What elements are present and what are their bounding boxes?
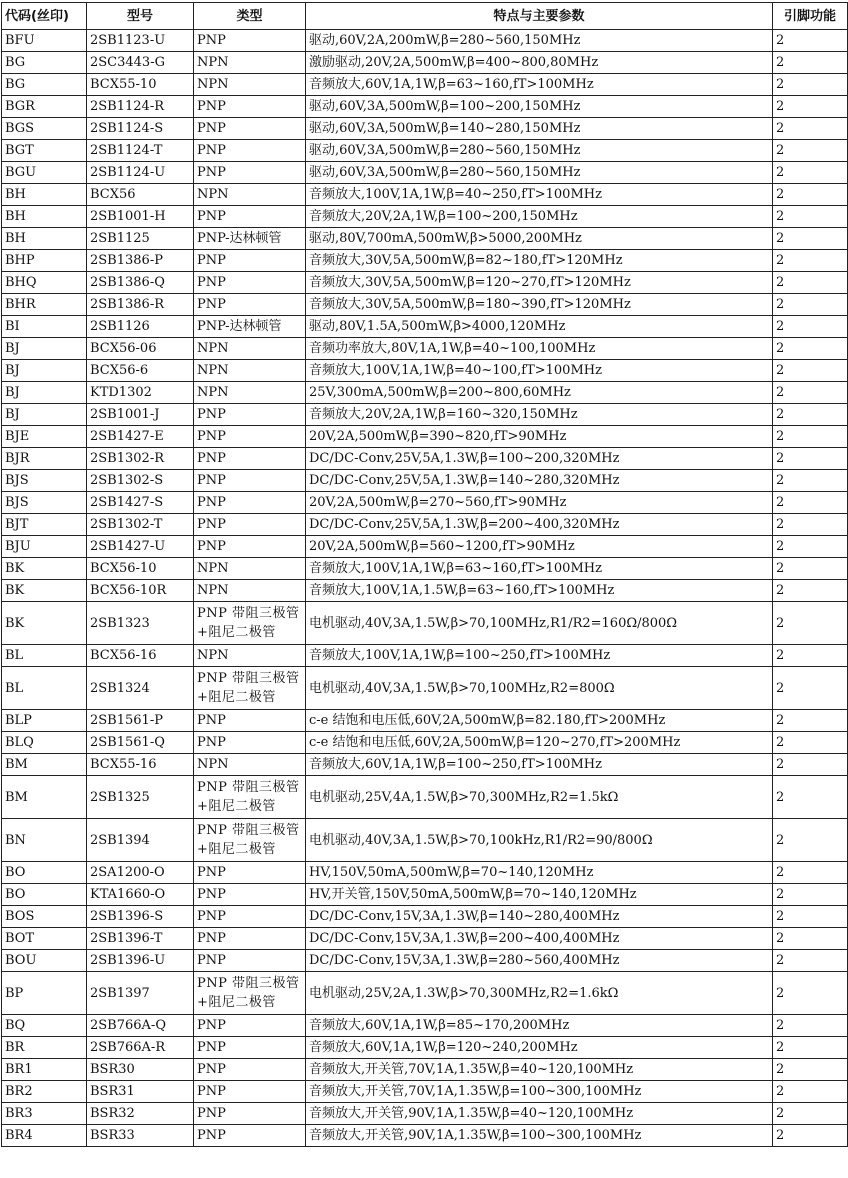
cell-code: BK bbox=[2, 580, 87, 602]
cell-type: PNP bbox=[194, 732, 306, 754]
cell-pin: 2 bbox=[773, 52, 848, 74]
cell-type: NPN bbox=[194, 338, 306, 360]
cell-type: PNP bbox=[194, 950, 306, 972]
cell-code: BG bbox=[2, 52, 87, 74]
cell-model: BCX55-10 bbox=[87, 74, 194, 96]
cell-code: BJ bbox=[2, 338, 87, 360]
cell-params: 音频放大,开关管,70V,1A,1.35W,β=40~120,100MHz bbox=[306, 1059, 773, 1081]
cell-model: 2SB1302-R bbox=[87, 448, 194, 470]
cell-code: BGR bbox=[2, 96, 87, 118]
cell-model: 2SB1397 bbox=[87, 972, 194, 1015]
cell-params: DC/DC-Conv,15V,3A,1.3W,β=280~560,400MHz bbox=[306, 950, 773, 972]
cell-params: 音频放大,开关管,90V,1A,1.35W,β=100~300,100MHz bbox=[306, 1125, 773, 1147]
cell-model: 2SB1123-U bbox=[87, 30, 194, 52]
cell-pin: 2 bbox=[773, 819, 848, 862]
cell-params: 驱动,60V,3A,500mW,β=280~560,150MHz bbox=[306, 140, 773, 162]
cell-pin: 2 bbox=[773, 862, 848, 884]
cell-model: 2SB1396-S bbox=[87, 906, 194, 928]
cell-model: 2SB1325 bbox=[87, 776, 194, 819]
cell-params: 音频放大,60V,1A,1W,β=85~170,200MHz bbox=[306, 1015, 773, 1037]
cell-pin: 2 bbox=[773, 667, 848, 710]
cell-params: 音频放大,30V,5A,500mW,β=120~270,fT>120MHz bbox=[306, 272, 773, 294]
cell-model: KTD1302 bbox=[87, 382, 194, 404]
cell-code: BH bbox=[2, 184, 87, 206]
cell-pin: 2 bbox=[773, 536, 848, 558]
cell-model: 2SB1125 bbox=[87, 228, 194, 250]
cell-code: BJR bbox=[2, 448, 87, 470]
cell-type: PNP bbox=[194, 1103, 306, 1125]
cell-type: PNP bbox=[194, 492, 306, 514]
cell-model: 2SB1386-Q bbox=[87, 272, 194, 294]
cell-params: 驱动,60V,3A,500mW,β=100~200,150MHz bbox=[306, 96, 773, 118]
cell-code: BGT bbox=[2, 140, 87, 162]
cell-code: BJ bbox=[2, 360, 87, 382]
cell-params: 音频放大,100V,1A,1W,β=40~100,fT>100MHz bbox=[306, 360, 773, 382]
cell-pin: 2 bbox=[773, 96, 848, 118]
cell-model: 2SB1124-R bbox=[87, 96, 194, 118]
cell-params: 20V,2A,500mW,β=390~820,fT>90MHz bbox=[306, 426, 773, 448]
table-row bbox=[2, 1125, 848, 1147]
table-row bbox=[2, 96, 848, 118]
table-row bbox=[2, 448, 848, 470]
table-row bbox=[2, 558, 848, 580]
cell-type: NPN bbox=[194, 382, 306, 404]
table-row bbox=[2, 426, 848, 448]
cell-type: PNP bbox=[194, 404, 306, 426]
cell-code: BGU bbox=[2, 162, 87, 184]
cell-code: BOT bbox=[2, 928, 87, 950]
cell-pin: 2 bbox=[773, 1103, 848, 1125]
cell-type: NPN bbox=[194, 645, 306, 667]
cell-params: 驱动,80V,700mA,500mW,β>5000,200MHz bbox=[306, 228, 773, 250]
cell-type: PNP bbox=[194, 294, 306, 316]
cell-type: NPN bbox=[194, 52, 306, 74]
cell-model: 2SB1126 bbox=[87, 316, 194, 338]
cell-type: PNP bbox=[194, 1015, 306, 1037]
cell-type: PNP bbox=[194, 536, 306, 558]
cell-code: BP bbox=[2, 972, 87, 1015]
table-row bbox=[2, 884, 848, 906]
cell-params: 驱动,60V,3A,500mW,β=140~280,150MHz bbox=[306, 118, 773, 140]
cell-model: 2SA1200-O bbox=[87, 862, 194, 884]
cell-params: 电机驱动,40V,3A,1.5W,β>70,100MHz,R1/R2=160Ω/800Ω bbox=[306, 602, 773, 645]
cell-params: 电机驱动,40V,3A,1.5W,β>70,100MHz,R2=800Ω bbox=[306, 667, 773, 710]
cell-model: 2SB1001-H bbox=[87, 206, 194, 228]
cell-code: BOU bbox=[2, 950, 87, 972]
cell-pin: 2 bbox=[773, 580, 848, 602]
cell-type: PNP 带阻三极管+阻尼二极管 bbox=[194, 819, 306, 862]
cell-model: BCX56-16 bbox=[87, 645, 194, 667]
cell-code: BJE bbox=[2, 426, 87, 448]
cell-params: DC/DC-Conv,15V,3A,1.3W,β=200~400,400MHz bbox=[306, 928, 773, 950]
cell-params: DC/DC-Conv,25V,5A,1.3W,β=200~400,320MHz bbox=[306, 514, 773, 536]
cell-params: 音频放大,60V,1A,1W,β=100~250,fT>100MHz bbox=[306, 754, 773, 776]
table-row bbox=[2, 950, 848, 972]
cell-code: BR2 bbox=[2, 1081, 87, 1103]
cell-params: 电机驱动,40V,3A,1.5W,β>70,100kHz,R1/R2=90/800Ω bbox=[306, 819, 773, 862]
cell-params: DC/DC-Conv,15V,3A,1.3W,β=140~280,400MHz bbox=[306, 906, 773, 928]
cell-pin: 2 bbox=[773, 184, 848, 206]
cell-code: BN bbox=[2, 819, 87, 862]
cell-params: DC/DC-Conv,25V,5A,1.3W,β=140~280,320MHz bbox=[306, 470, 773, 492]
table-row bbox=[2, 776, 848, 819]
cell-model: 2SB1124-U bbox=[87, 162, 194, 184]
cell-params: 音频放大,开关管,90V,1A,1.35W,β=40~120,100MHz bbox=[306, 1103, 773, 1125]
cell-params: HV,开关管,150V,50mA,500mW,β=70~140,120MHz bbox=[306, 884, 773, 906]
cell-code: BM bbox=[2, 776, 87, 819]
cell-type: PNP 带阻三极管+阻尼二极管 bbox=[194, 776, 306, 819]
cell-pin: 2 bbox=[773, 272, 848, 294]
table-row bbox=[2, 294, 848, 316]
cell-params: 电机驱动,25V,4A,1.5W,β>70,300MHz,R2=1.5kΩ bbox=[306, 776, 773, 819]
cell-params: 音频放大,100V,1A,1.5W,β=63~160,fT>100MHz bbox=[306, 580, 773, 602]
cell-params: 音频放大,开关管,70V,1A,1.35W,β=100~300,100MHz bbox=[306, 1081, 773, 1103]
cell-model: 2SB1324 bbox=[87, 667, 194, 710]
cell-code: BG bbox=[2, 74, 87, 96]
cell-model: 2SB1124-T bbox=[87, 140, 194, 162]
cell-model: 2SB1124-S bbox=[87, 118, 194, 140]
cell-model: 2SB766A-Q bbox=[87, 1015, 194, 1037]
cell-code: BR4 bbox=[2, 1125, 87, 1147]
cell-pin: 2 bbox=[773, 950, 848, 972]
cell-model: BSR32 bbox=[87, 1103, 194, 1125]
cell-code: BJ bbox=[2, 382, 87, 404]
cell-params: 激励驱动,20V,2A,500mW,β=400~800,80MHz bbox=[306, 52, 773, 74]
cell-code: BOS bbox=[2, 906, 87, 928]
cell-model: 2SB766A-R bbox=[87, 1037, 194, 1059]
cell-code: BR3 bbox=[2, 1103, 87, 1125]
table-row bbox=[2, 1037, 848, 1059]
cell-model: KTA1660-O bbox=[87, 884, 194, 906]
cell-params: 音频放大,60V,1A,1W,β=63~160,fT>100MHz bbox=[306, 74, 773, 96]
table-row bbox=[2, 514, 848, 536]
cell-type: NPN bbox=[194, 580, 306, 602]
table-row bbox=[2, 580, 848, 602]
cell-pin: 2 bbox=[773, 382, 848, 404]
cell-pin: 2 bbox=[773, 645, 848, 667]
cell-pin: 2 bbox=[773, 884, 848, 906]
cell-type: PNP bbox=[194, 96, 306, 118]
cell-params: c-e 结饱和电压低,60V,2A,500mW,β=120~270,fT>200MHz bbox=[306, 732, 773, 754]
cell-params: 音频放大,100V,1A,1W,β=100~250,fT>100MHz bbox=[306, 645, 773, 667]
header-code: 代码(丝印) bbox=[2, 3, 87, 30]
cell-code: BM bbox=[2, 754, 87, 776]
cell-pin: 2 bbox=[773, 338, 848, 360]
cell-type: PNP bbox=[194, 162, 306, 184]
transistor-marking-table bbox=[1, 2, 848, 1147]
cell-code: BO bbox=[2, 862, 87, 884]
table-row bbox=[2, 536, 848, 558]
cell-type: PNP bbox=[194, 470, 306, 492]
cell-code: BHQ bbox=[2, 272, 87, 294]
header-model: 型号 bbox=[87, 3, 194, 30]
cell-pin: 2 bbox=[773, 1081, 848, 1103]
cell-params: 20V,2A,500mW,β=560~1200,fT>90MHz bbox=[306, 536, 773, 558]
cell-params: 音频放大,100V,1A,1W,β=40~250,fT>100MHz bbox=[306, 184, 773, 206]
cell-model: 2SB1001-J bbox=[87, 404, 194, 426]
cell-type: PNP bbox=[194, 426, 306, 448]
cell-code: BLP bbox=[2, 710, 87, 732]
cell-model: BCX56-10 bbox=[87, 558, 194, 580]
cell-type: PNP bbox=[194, 206, 306, 228]
cell-pin: 2 bbox=[773, 426, 848, 448]
cell-code: BR bbox=[2, 1037, 87, 1059]
cell-model: 2SB1427-U bbox=[87, 536, 194, 558]
cell-pin: 2 bbox=[773, 776, 848, 819]
cell-pin: 2 bbox=[773, 906, 848, 928]
table-row bbox=[2, 184, 848, 206]
cell-pin: 2 bbox=[773, 514, 848, 536]
cell-model: BCX56-10R bbox=[87, 580, 194, 602]
cell-type: PNP 带阻三极管+阻尼二极管 bbox=[194, 972, 306, 1015]
table-row bbox=[2, 928, 848, 950]
cell-code: BJU bbox=[2, 536, 87, 558]
header-type: 类型 bbox=[194, 3, 306, 30]
cell-pin: 2 bbox=[773, 558, 848, 580]
cell-params: c-e 结饱和电压低,60V,2A,500mW,β=82.180,fT>200MHz bbox=[306, 710, 773, 732]
cell-type: NPN bbox=[194, 184, 306, 206]
cell-code: BJ bbox=[2, 404, 87, 426]
cell-type: PNP bbox=[194, 1125, 306, 1147]
cell-params: 20V,2A,500mW,β=270~560,fT>90MHz bbox=[306, 492, 773, 514]
cell-code: BHR bbox=[2, 294, 87, 316]
cell-pin: 2 bbox=[773, 928, 848, 950]
cell-code: BO bbox=[2, 884, 87, 906]
table-row bbox=[2, 250, 848, 272]
cell-params: 音频功率放大,80V,1A,1W,β=40~100,100MHz bbox=[306, 338, 773, 360]
cell-model: 2SB1386-P bbox=[87, 250, 194, 272]
table-row bbox=[2, 819, 848, 862]
cell-model: 2SB1323 bbox=[87, 602, 194, 645]
cell-type: PNP bbox=[194, 928, 306, 950]
table-row bbox=[2, 492, 848, 514]
cell-pin: 2 bbox=[773, 1037, 848, 1059]
cell-pin: 2 bbox=[773, 140, 848, 162]
cell-model: BSR30 bbox=[87, 1059, 194, 1081]
cell-code: BL bbox=[2, 645, 87, 667]
cell-code: BJT bbox=[2, 514, 87, 536]
cell-model: 2SB1394 bbox=[87, 819, 194, 862]
cell-code: BR1 bbox=[2, 1059, 87, 1081]
cell-model: BCX56 bbox=[87, 184, 194, 206]
cell-pin: 2 bbox=[773, 1059, 848, 1081]
cell-type: PNP bbox=[194, 272, 306, 294]
cell-pin: 2 bbox=[773, 360, 848, 382]
cell-params: 音频放大,100V,1A,1W,β=63~160,fT>100MHz bbox=[306, 558, 773, 580]
table-row bbox=[2, 710, 848, 732]
cell-pin: 2 bbox=[773, 206, 848, 228]
cell-pin: 2 bbox=[773, 710, 848, 732]
cell-type: PNP-达林顿管 bbox=[194, 316, 306, 338]
table-row bbox=[2, 645, 848, 667]
cell-pin: 2 bbox=[773, 470, 848, 492]
cell-pin: 2 bbox=[773, 754, 848, 776]
cell-model: BCX56-06 bbox=[87, 338, 194, 360]
table-row bbox=[2, 140, 848, 162]
cell-model: BCX55-16 bbox=[87, 754, 194, 776]
cell-model: 2SB1302-S bbox=[87, 470, 194, 492]
cell-type: PNP bbox=[194, 1059, 306, 1081]
header-params: 特点与主要参数 bbox=[306, 3, 773, 30]
cell-pin: 2 bbox=[773, 316, 848, 338]
cell-code: BH bbox=[2, 228, 87, 250]
cell-type: PNP bbox=[194, 118, 306, 140]
table-row bbox=[2, 162, 848, 184]
table-row bbox=[2, 272, 848, 294]
cell-model: BSR33 bbox=[87, 1125, 194, 1147]
cell-pin: 2 bbox=[773, 1015, 848, 1037]
cell-code: BHP bbox=[2, 250, 87, 272]
table-row bbox=[2, 316, 848, 338]
cell-model: 2SB1561-Q bbox=[87, 732, 194, 754]
cell-pin: 2 bbox=[773, 118, 848, 140]
cell-type: PNP-达林顿管 bbox=[194, 228, 306, 250]
cell-type: NPN bbox=[194, 360, 306, 382]
cell-code: BFU bbox=[2, 30, 87, 52]
cell-code: BI bbox=[2, 316, 87, 338]
table-row bbox=[2, 862, 848, 884]
cell-pin: 2 bbox=[773, 30, 848, 52]
cell-model: BSR31 bbox=[87, 1081, 194, 1103]
cell-model: 2SC3443-G bbox=[87, 52, 194, 74]
cell-params: HV,150V,50mA,500mW,β=70~140,120MHz bbox=[306, 862, 773, 884]
cell-model: 2SB1427-E bbox=[87, 426, 194, 448]
cell-type: PNP bbox=[194, 1037, 306, 1059]
cell-pin: 2 bbox=[773, 732, 848, 754]
cell-type: PNP 带阻三极管+阻尼二极管 bbox=[194, 602, 306, 645]
cell-pin: 2 bbox=[773, 250, 848, 272]
cell-params: 音频放大,30V,5A,500mW,β=82~180,fT>120MHz bbox=[306, 250, 773, 272]
cell-pin: 2 bbox=[773, 602, 848, 645]
cell-pin: 2 bbox=[773, 972, 848, 1015]
cell-code: BK bbox=[2, 602, 87, 645]
cell-type: NPN bbox=[194, 558, 306, 580]
table-row bbox=[2, 1081, 848, 1103]
cell-params: 驱动,60V,2A,200mW,β=280~560,150MHz bbox=[306, 30, 773, 52]
cell-type: PNP bbox=[194, 448, 306, 470]
table-row bbox=[2, 30, 848, 52]
cell-model: 2SB1386-R bbox=[87, 294, 194, 316]
cell-params: 驱动,80V,1.5A,500mW,β>4000,120MHz bbox=[306, 316, 773, 338]
cell-code: BK bbox=[2, 558, 87, 580]
cell-model: BCX56-6 bbox=[87, 360, 194, 382]
table-row bbox=[2, 404, 848, 426]
table-row bbox=[2, 118, 848, 140]
table-row bbox=[2, 602, 848, 645]
cell-code: BJS bbox=[2, 470, 87, 492]
cell-params: 电机驱动,25V,2A,1.3W,β>70,300MHz,R2=1.6kΩ bbox=[306, 972, 773, 1015]
cell-pin: 2 bbox=[773, 162, 848, 184]
cell-model: 2SB1427-S bbox=[87, 492, 194, 514]
cell-model: 2SB1561-P bbox=[87, 710, 194, 732]
table-row bbox=[2, 228, 848, 250]
cell-params: 音频放大,30V,5A,500mW,β=180~390,fT>120MHz bbox=[306, 294, 773, 316]
table-row bbox=[2, 360, 848, 382]
cell-type: PNP bbox=[194, 906, 306, 928]
cell-type: PNP bbox=[194, 140, 306, 162]
table-row bbox=[2, 1103, 848, 1125]
cell-type: PNP bbox=[194, 514, 306, 536]
cell-params: 音频放大,20V,2A,1W,β=160~320,150MHz bbox=[306, 404, 773, 426]
header-pin: 引脚功能 bbox=[773, 3, 848, 30]
table-row bbox=[2, 382, 848, 404]
cell-code: BLQ bbox=[2, 732, 87, 754]
table-row bbox=[2, 52, 848, 74]
cell-code: BGS bbox=[2, 118, 87, 140]
table-row bbox=[2, 470, 848, 492]
table-row bbox=[2, 206, 848, 228]
table-row bbox=[2, 338, 848, 360]
cell-params: 音频放大,20V,2A,1W,β=100~200,150MHz bbox=[306, 206, 773, 228]
cell-params: 音频放大,60V,1A,1W,β=120~240,200MHz bbox=[306, 1037, 773, 1059]
cell-type: PNP bbox=[194, 250, 306, 272]
cell-params: 驱动,60V,3A,500mW,β=280~560,150MHz bbox=[306, 162, 773, 184]
cell-pin: 2 bbox=[773, 448, 848, 470]
cell-type: PNP bbox=[194, 884, 306, 906]
cell-model: 2SB1396-T bbox=[87, 928, 194, 950]
cell-code: BH bbox=[2, 206, 87, 228]
table-row bbox=[2, 732, 848, 754]
cell-type: PNP bbox=[194, 862, 306, 884]
table-row bbox=[2, 754, 848, 776]
cell-pin: 2 bbox=[773, 74, 848, 96]
cell-code: BQ bbox=[2, 1015, 87, 1037]
table-row bbox=[2, 667, 848, 710]
cell-type: PNP bbox=[194, 30, 306, 52]
cell-model: 2SB1396-U bbox=[87, 950, 194, 972]
cell-pin: 2 bbox=[773, 228, 848, 250]
header-row bbox=[2, 3, 848, 30]
cell-code: BL bbox=[2, 667, 87, 710]
table-row bbox=[2, 74, 848, 96]
cell-type: PNP bbox=[194, 1081, 306, 1103]
cell-pin: 2 bbox=[773, 294, 848, 316]
cell-params: 25V,300mA,500mW,β=200~800,60MHz bbox=[306, 382, 773, 404]
cell-params: DC/DC-Conv,25V,5A,1.3W,β=100~200,320MHz bbox=[306, 448, 773, 470]
cell-pin: 2 bbox=[773, 1125, 848, 1147]
table-row bbox=[2, 972, 848, 1015]
cell-pin: 2 bbox=[773, 404, 848, 426]
table-row bbox=[2, 1059, 848, 1081]
table-row bbox=[2, 1015, 848, 1037]
cell-pin: 2 bbox=[773, 492, 848, 514]
cell-type: PNP 带阻三极管+阻尼二极管 bbox=[194, 667, 306, 710]
cell-code: BJS bbox=[2, 492, 87, 514]
cell-model: 2SB1302-T bbox=[87, 514, 194, 536]
cell-type: NPN bbox=[194, 74, 306, 96]
cell-type: PNP bbox=[194, 710, 306, 732]
cell-type: NPN bbox=[194, 754, 306, 776]
table-row bbox=[2, 906, 848, 928]
